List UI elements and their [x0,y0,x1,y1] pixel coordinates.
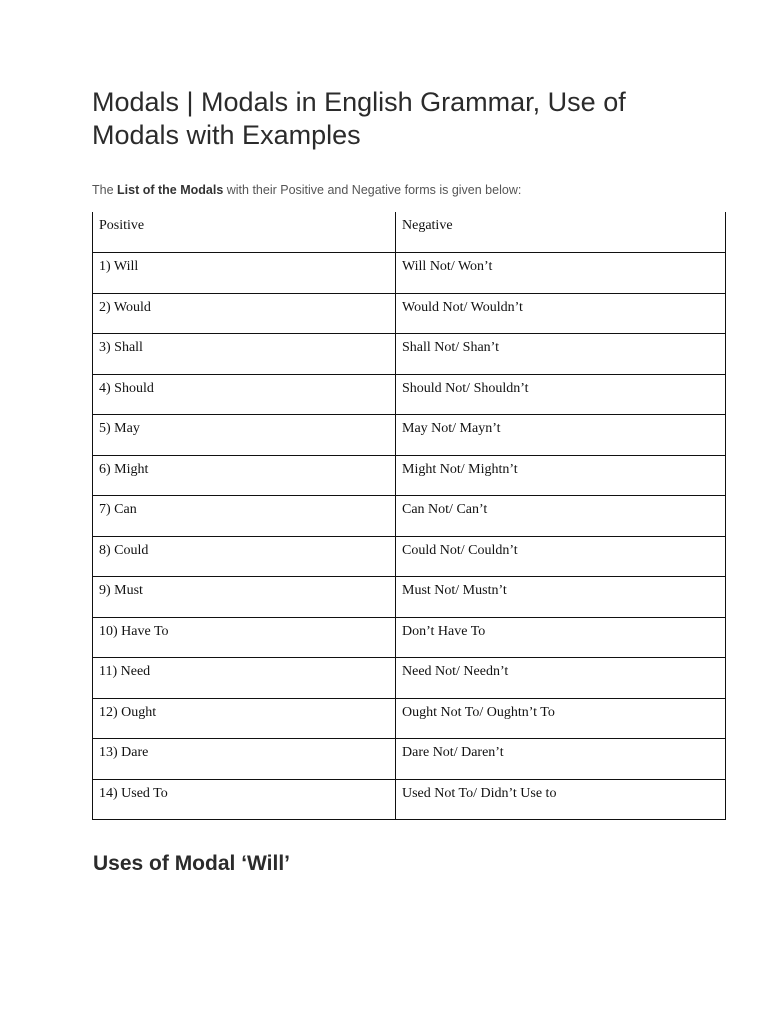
positive-cell [93,374,396,415]
positive-form: 5) May [99,421,140,436]
positive-form: 12) Ought [99,704,157,720]
negative-cell [396,698,726,739]
table-row [93,293,726,334]
table-row [93,334,726,375]
positive-form: 9) Must [99,583,143,598]
header-positive-label: Positive [99,218,145,233]
negative-cell [396,779,726,820]
negative-cell [396,739,726,780]
negative-form: Ought Not To/ Oughtn’t To [402,704,555,720]
positive-cell [93,253,396,294]
table-row [93,536,726,577]
positive-cell [93,577,396,618]
section-heading: Uses of Modal ‘Will’ [93,852,290,875]
intro-prefix: The [92,183,118,197]
header-negative-label: Negative [402,218,453,233]
table-row [93,374,726,415]
positive-form: 14) Used To [99,785,168,801]
table-row [93,617,726,658]
negative-form: Can Not/ Can’t [402,502,488,517]
negative-form: Should Not/ Shouldn’t [402,380,529,396]
negative-cell [396,334,726,375]
positive-cell [93,536,396,577]
positive-form: 10) Have To [99,623,169,639]
table-row [93,739,726,780]
table-row [93,779,726,820]
negative-cell [396,415,726,456]
header-positive [93,212,396,253]
table-row [93,253,726,294]
positive-form: 4) Should [99,380,154,396]
positive-cell [93,739,396,780]
positive-form: 13) Dare [99,745,149,760]
table-row [93,455,726,496]
table-row [93,496,726,537]
positive-form: 6) Might [99,461,149,477]
negative-form: Don’t Have To [402,623,486,639]
intro-text [92,182,712,198]
positive-form: 1) Will [99,259,139,274]
table-row [93,658,726,699]
positive-cell [93,455,396,496]
negative-cell [396,536,726,577]
negative-cell [396,617,726,658]
negative-form: Need Not/ Needn’t [402,664,509,679]
negative-cell [396,253,726,294]
header-negative [396,212,726,253]
negative-form: Used Not To/ Didn’t Use to [402,785,557,801]
positive-form: 3) Shall [99,340,143,355]
modals-table [92,212,726,820]
negative-form: Will Not/ Won’t [402,259,493,274]
positive-form: 11) Need [99,664,151,679]
intro-suffix: with their Positive and Negative forms is given below: [223,183,522,197]
table-header-row [93,212,726,253]
negative-cell [396,374,726,415]
positive-cell [93,779,396,820]
positive-cell [93,293,396,334]
positive-form: 8) Could [99,542,149,558]
page-title: Modals | Modals in English Grammar, Use of Modals with Examples [92,87,626,150]
table-row [93,577,726,618]
positive-cell [93,334,396,375]
negative-form: Shall Not/ Shan’t [402,340,499,355]
negative-form: Must Not/ Mustn’t [402,583,507,598]
table-row [93,415,726,456]
positive-cell [93,658,396,699]
positive-cell [93,617,396,658]
intro-bold: List of the Modals [117,183,224,197]
positive-cell [93,415,396,456]
negative-cell [396,455,726,496]
negative-cell [396,658,726,699]
table-row [93,698,726,739]
positive-form: 7) Can [99,502,137,517]
positive-cell [93,698,396,739]
positive-cell [93,496,396,537]
negative-form: Dare Not/ Daren’t [402,745,504,760]
negative-cell [396,293,726,334]
modals-table-body [93,212,726,820]
negative-form: May Not/ Mayn’t [402,421,501,436]
negative-form: Might Not/ Mightn’t [402,461,518,477]
negative-form: Would Not/ Wouldn’t [402,299,523,315]
negative-form: Could Not/ Couldn’t [402,542,518,558]
positive-form: 2) Would [99,299,151,315]
negative-cell [396,496,726,537]
negative-cell [396,577,726,618]
